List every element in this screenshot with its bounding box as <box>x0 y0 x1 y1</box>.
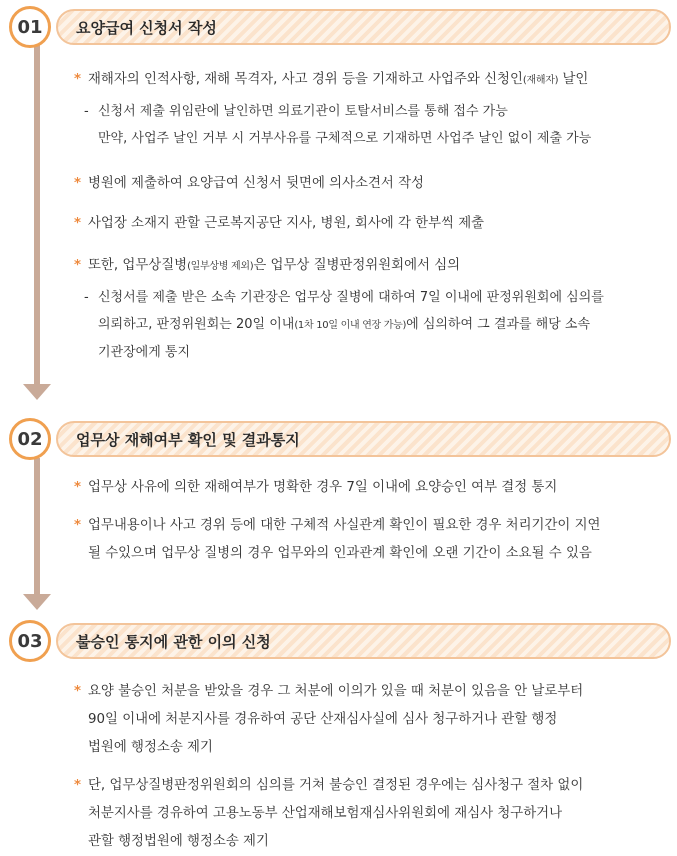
step-title: 업무상 재해여부 확인 및 결과통지 <box>76 430 300 449</box>
asterisk-bullet-icon: * <box>74 176 82 191</box>
list-item: * 사업장 소재지 관할 근로복지공단 지사, 병원, 회사에 각 한부씩 제출 <box>74 210 667 238</box>
asterisk-bullet-icon: * <box>74 216 82 231</box>
list-item: * 또한, 업무상질병(일부상병 제외)은 업무상 질병판정위원회에서 심의 <box>74 252 667 281</box>
list-item: * 단, 업무상질병판정위원회의 심의를 거쳐 불승인 결정된 경우에는 심사청구 절차 없이 처분지사를 경유하여 고용노동부 산업재해보험재심사위원회에 재심사 청구하거나 관할 행정법원에 행정소송 제기 <box>74 772 667 856</box>
step-title: 불승인 통지에 관한 이의 신청 <box>76 632 271 651</box>
step-number-badge: 01 <box>9 6 51 48</box>
step-title-bar <box>56 623 671 659</box>
list-item: * 업무내용이나 사고 경위 등에 대한 구체적 사실관계 확인이 필요한 경우 처리기간이 지연 될 수있으며 업무상 질병의 경우 업무와의 인과관계 확인에 오랜 기간이 소요될 수 있음 <box>74 512 667 568</box>
list-item: * 병원에 제출하여 요양급여 신청서 뒷면에 의사소견서 작성 <box>74 170 667 198</box>
step-number-badge: 03 <box>9 620 51 662</box>
list-item: * 재해자의 인적사항, 재해 목격자, 사고 경위 등을 기재하고 사업주와 신청인(재해자) 날인 <box>74 66 667 95</box>
sub-list-item: - 신청서 제출 위임란에 날인하면 의료기관이 토탈서비스를 통해 접수 가능 만약, 사업주 날인 거부 시 거부사유를 구체적으로 기재하면 사업주 날인 없이 제출 가능 <box>84 98 669 152</box>
asterisk-bullet-icon: * <box>74 480 82 495</box>
step-title: 요양급여 신청서 작성 <box>76 18 217 37</box>
connector-line-1 <box>34 44 40 384</box>
asterisk-bullet-icon: * <box>74 778 82 793</box>
connector-line-2 <box>34 458 40 594</box>
step-number-badge: 02 <box>9 418 51 460</box>
step-header-1 <box>0 6 677 50</box>
arrow-down-icon <box>23 384 51 400</box>
arrow-down-icon <box>23 594 51 610</box>
step-header-2 <box>0 418 677 462</box>
step-title-bar <box>56 421 671 457</box>
asterisk-bullet-icon: * <box>74 258 82 273</box>
asterisk-bullet-icon: * <box>74 684 82 699</box>
sub-list-item: - 신청서를 제출 받은 소속 기관장은 업무상 질병에 대하여 7일 이내에 판정위원회에 심의를 의뢰하고, 판정위원회는 20일 이내(1차 10일 이내 연장 가능)에 심의하여 그 결과를 해당 소속 기관장에게 통지 <box>84 284 669 366</box>
list-item: * 요양 불승인 처분을 받았을 경우 그 처분에 이의가 있을 때 처분이 있음을 안 날로부터 90일 이내에 처분지사를 경유하여 공단 산재심사실에 심사 청구하거나 관할 행정 법원에 행정소송 제기 <box>74 678 667 762</box>
step-title-bar <box>56 9 671 45</box>
list-item: * 업무상 사유에 의한 재해여부가 명확한 경우 7일 이내에 요양승인 여부 결정 통지 <box>74 474 667 502</box>
step-header-3 <box>0 620 677 664</box>
dash-bullet-icon: - <box>84 290 89 305</box>
asterisk-bullet-icon: * <box>74 518 82 533</box>
dash-bullet-icon: - <box>84 104 89 119</box>
asterisk-bullet-icon: * <box>74 72 82 87</box>
